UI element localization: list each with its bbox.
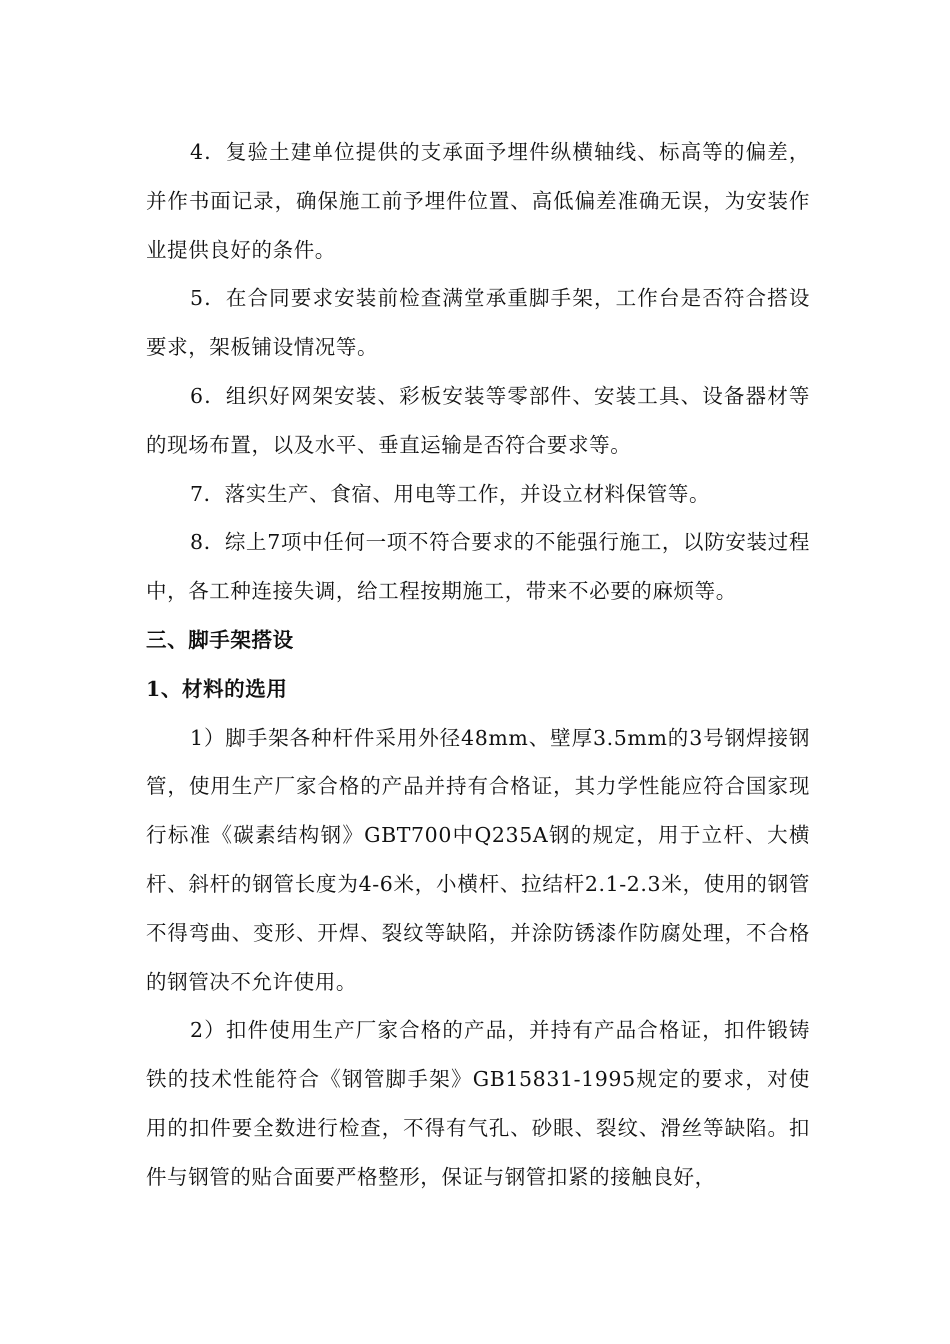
document-body bbox=[146, 128, 810, 1202]
paragraph-item-4: 4．复验土建单位提供的支承面予埋件纵横轴线、标高等的偏差，并作书面记录，确保施工前予埋件位置、高低偏差准确无误，为安装作业提供良好的条件。 bbox=[146, 140, 810, 262]
section-heading-scaffold: 三、脚手架搭设 bbox=[146, 627, 294, 652]
paragraph-item-6: 6．组织好网架安装、彩板安装等零部件、安装工具、设备器材等的现场布置，以及水平、垂直运输是否符合要求等。 bbox=[146, 383, 810, 457]
subsection-heading-materials: 1、材料的选用 bbox=[146, 676, 288, 701]
paragraph-item-7: 7．落实生产、食宿、用电等工作，并设立材料保管等。 bbox=[190, 481, 711, 506]
paragraph-item-5: 5．在合同要求安装前检查满堂承重脚手架，工作台是否符合搭设要求，架板铺设情况等。 bbox=[146, 286, 810, 360]
paragraph-item-8: 8．综上7项中任何一项不符合要求的不能强行施工，以防安装过程中，各工种连接失调，给工程按期施工，带来不必要的麻烦等。 bbox=[146, 530, 810, 604]
paragraph-material-1: 1）脚手架各种杆件采用外径48mm、壁厚3.5mm的3号钢焊接钢管，使用生产厂家合格的产品并持有合格证，其力学性能应符合国家现行标准《碳素结构钢》GBT700中Q235A钢的规定，用于立杆、大横杆、斜杆的钢管长度为4-6米，小横杆、拉结杆2.1-2.3米，使用的钢管不得弯曲、变形、开焊、裂纹等缺陷，并涂防锈漆作防腐处理，不合格的钢管决不允许使用。 bbox=[146, 725, 810, 994]
paragraph-material-2: 2）扣件使用生产厂家合格的产品，并持有产品合格证，扣件锻铸铁的技术性能符合《钢管脚手架》GB15831-1995规定的要求，对使用的扣件要全数进行检查，不得有气孔、砂眼、裂纹、滑丝等缺陷。扣件与钢管的贴合面要严格整形，保证与钢管扣紧的接触良好， bbox=[146, 1018, 810, 1189]
